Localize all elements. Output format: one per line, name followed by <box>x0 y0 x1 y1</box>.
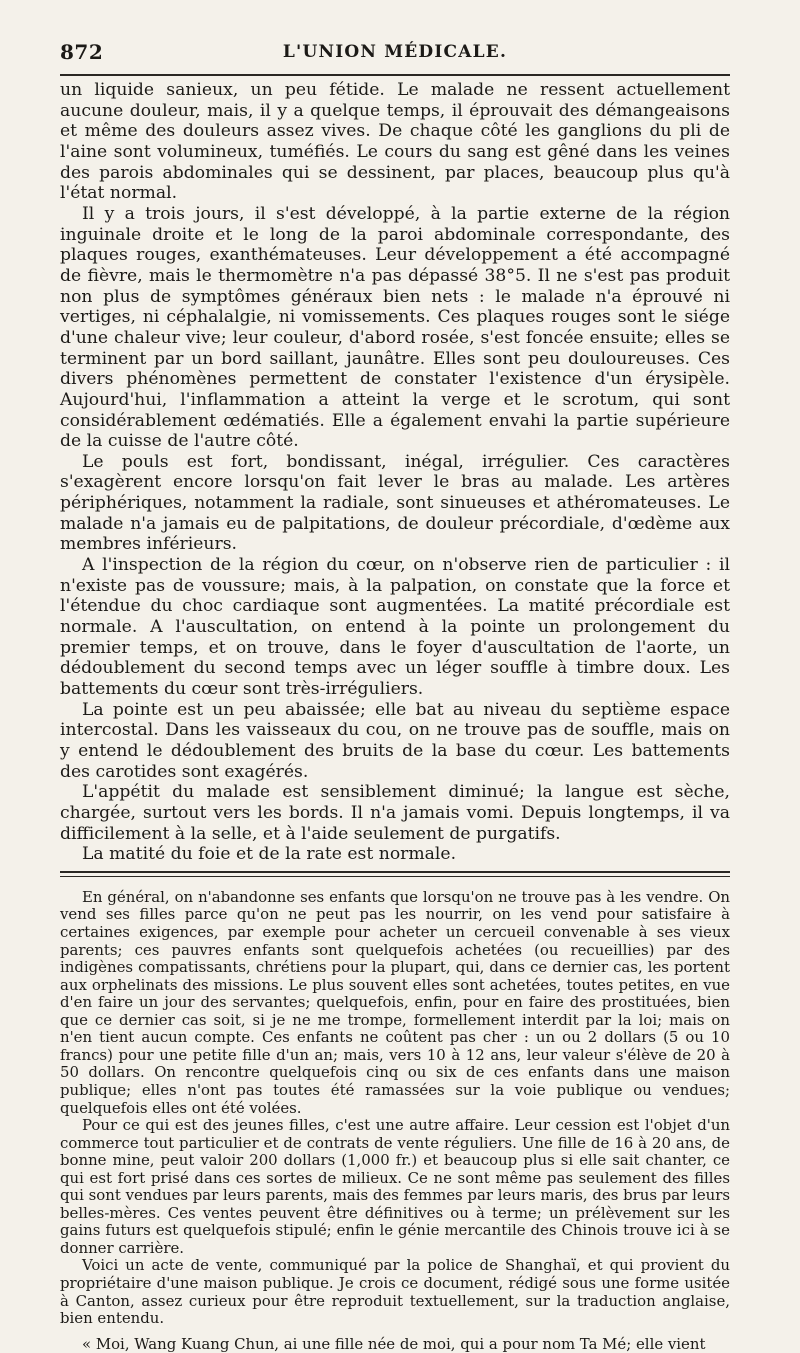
feuilleton-paragraph: Pour ce qui est des jeunes filles, c'est une autre affaire. Leur cession est l'objet d'un commerce tout particulier et de contrats de vente réguliers. Une fille de 16 à 20 ans, de bonne mine, peut valoir 200 dollars (1,000 fr.) et beaucoup plus si elle sait chanter, ce qui est fort prisé dans ces sortes de milieux. Ce ne sont même pas seulement des filles qui sont vendues par leurs parents, mais des femmes par leurs maris, des brus par leurs belles-mères. Ces ventes peuvent être définitives ou à terme; un prélèvement sur les gains futurs est quelquefois stipulé; enfin le génie mercantile des Chinois trouve ici à se donner carrière. <box>60 1116 730 1257</box>
feuilleton-quote: « Moi, Wang Kuang Chun, ai une fille née de moi, qui a pour nom Ta Mé; elle vient <box>82 1334 706 1353</box>
journal-title: L'UNION MÉDICALE. <box>282 42 508 62</box>
article-paragraph: Il y a trois jours, il s'est développé, à la partie externe de la région inguinale droite et le long de la paroi abdominale correspondante, des plaques rouges, exanthémateuses. Leur développement a été accompagné de fièvre, mais le thermomètre n'a pas dépassé 38°5. Il ne s'est pas produit non plus de symptômes généraux bien nets : le malade n'a éprouvé ni vertiges, ni céphalalgie, ni vomissements. Ces plaques rouges sont le siége d'une chaleur vive; leur couleur, d'abord rosée, s'est foncée ensuite; elles se terminent par un bord saillant, jaunâtre. Elles sont peu douloureuses. Ces divers phénomènes permettent de constater l'existence d'un érysipèle. Aujourd'hui, l'inflammation a atteint la verge et le scrotum, qui sont considérablement œdématiés. Elle a également envahi la partie supérieure de la cuisse de l'autre côté. <box>60 203 730 452</box>
header-rule <box>60 74 730 76</box>
article-paragraph: La pointe est un peu abaissée; elle bat au niveau du septième espace intercostal. Dans les vaisseaux du cou, on ne trouve pas de souffle, mais on y entend le dédoublement des bruits de la base du cœur. Les battements des carotides sont exagérés. <box>60 699 730 782</box>
feuilleton-paragraph: Voici un acte de vente, communiqué par la police de Shanghaï, et qui provient du propriétaire d'une maison publique. Je crois ce document, rédigé sous une forme usitée à Canton, assez curieux pour être reproduit textuellement, sur la traduction anglaise, bien entendu. <box>60 1256 730 1328</box>
feuilleton-body <box>60 889 730 1353</box>
feuilleton-divider <box>60 871 730 877</box>
page-number: 872 <box>60 40 104 64</box>
article-paragraph: un liquide sanieux, un peu fétide. Le malade ne ressent actuellement aucune douleur, mais, il y a quelque temps, il éprouvait des démangeaisons et même des douleurs assez vives. De chaque côté les ganglions du pli de l'aine sont volumineux, tuméfiés. Le cours du sang est gêné dans les veines des parois abdominales qui se dessinent, par places, beaucoup plus qu'à l'état normal. <box>60 80 730 204</box>
article-paragraph: A l'inspection de la région du cœur, on n'observe rien de particulier : il n'existe pas de voussure; mais, à la palpation, on constate que la force et l'étendue du choc cardiaque sont augmentées. La matité précordiale est normale. A l'auscultation, on entend à la pointe un prolongement du premier temps, et on trouve, dans le foyer d'auscultation de l'aorte, un dédoublement du second temps avec un léger souffle à timbre doux. Les battements du cœur sont très-irréguliers. <box>60 555 730 700</box>
feuilleton-paragraph: En général, on n'abandonne ses enfants que lorsqu'on ne trouve pas à les vendre. On vend ses filles parce qu'on ne peut pas les nourrir, on les vend pour satisfaire à certaines exigences, par exemple pour acheter un cercueil convenable à ses vieux parents; ces pauvres enfants sont quelquefois achetées (ou recueillies) par des indigènes compatissants, chrétiens pour la plupart, qui, dans ce dernier cas, les portent aux orphelinats des missions. Le plus souvent elles sont achetées, toutes petites, en vue d'en faire un jour des servantes; quelquefois, enfin, pour en faire des prostituées, bien que ce dernier cas soit, si je ne me trompe, formellement interdit par la loi; mais on n'en tient aucun compte. Ces enfants ne coûtent pas cher : un ou 2 dollars (5 ou 10 francs) pour une petite fille d'un an; mais, vers 10 à 12 ans, leur valeur s'élève de 20 à 50 dollars. On rencontre quelquefois cinq ou six de ces enfants dans une maison publique; elles n'ont pas toutes été ramassées sur la voie publique ou vendues; quelquefois elles ont été volées. <box>60 887 730 1117</box>
article-body <box>60 80 730 865</box>
article-paragraph: La matité du foie et de la rate est normale. <box>82 844 457 865</box>
page-header <box>60 40 730 68</box>
article-paragraph: Le pouls est fort, bondissant, inégal, irrégulier. Ces caractères s'exagèrent encore lorsqu'on fait lever le bras au malade. Les artères périphériques, notamment la radiale, sont sinueuses et athéromateuses. Le malade n'a jamais eu de palpitations, de douleur précordiale, d'œdème aux membres inférieurs. <box>60 451 730 555</box>
article-paragraph: L'appétit du malade est sensiblement diminué; la langue est sèche, chargée, surtout vers les bords. Il n'a jamais vomi. Depuis longtemps, il va difficilement à la selle, et à l'aide seulement de purgatifs. <box>60 782 730 844</box>
